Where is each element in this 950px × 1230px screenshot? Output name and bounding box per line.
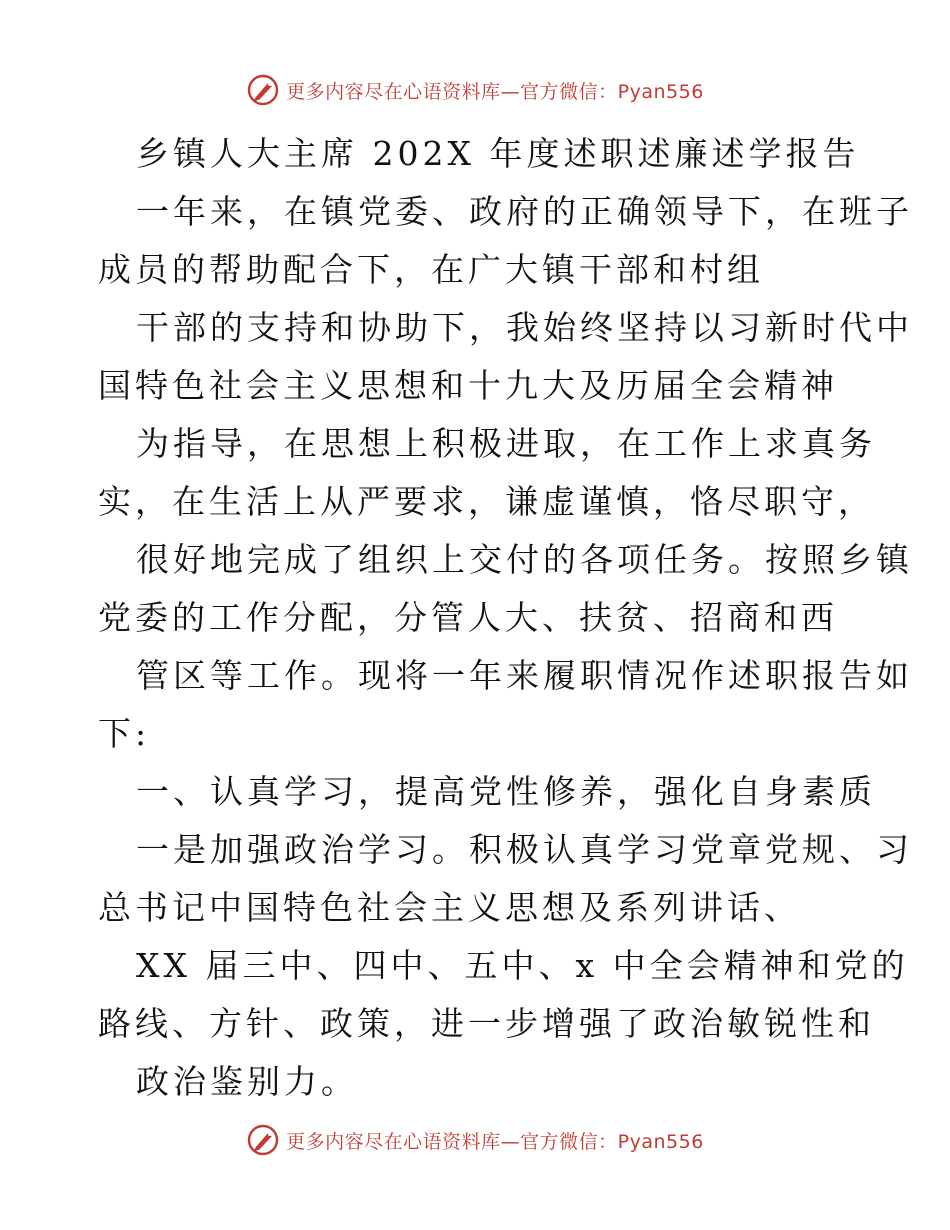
text-line: 路线、方针、政策，进一步增强了政治敏锐性和 <box>98 1004 875 1043</box>
document-title: 乡镇人大主席 202X 年度述职述廉述学报告 <box>136 134 860 173</box>
quill-pen-logo-icon <box>246 73 280 107</box>
text-line: 一是加强政治学习。积极认真学习党章党规、习 <box>136 830 913 869</box>
watermark-text: 更多内容尽在心语资料库—官方微信：Pyan556 <box>286 1130 704 1153</box>
watermark-handle: Pyan556 <box>617 1130 704 1153</box>
text-line: 政治鉴别力。 <box>136 1062 358 1101</box>
header-watermark <box>0 70 950 110</box>
text-line: 国特色社会主义思想和十九大及历届全会精神 <box>98 366 838 405</box>
text-line: 党委的工作分配，分管人大、扶贫、招商和西 <box>98 598 838 637</box>
text-line: XX 届三中、四中、五中、x 中全会精神和党的 <box>136 946 909 985</box>
watermark-handle: Pyan556 <box>617 80 704 103</box>
text-line: 很好地完成了组织上交付的各项任务。按照乡镇 <box>136 540 913 579</box>
text-line: 管区等工作。现将一年来履职情况作述职报告如 <box>136 656 913 695</box>
text-line: 为指导，在思想上积极进取，在工作上求真务 <box>136 424 876 463</box>
text-line: 下: <box>98 714 151 753</box>
text-line: 总书记中国特色社会主义思想及系列讲话、 <box>98 888 801 927</box>
text-line: 干部的支持和协助下，我始终坚持以习新时代中 <box>136 308 913 347</box>
text-line: 成员的帮助配合下，在广大镇干部和村组 <box>98 250 764 289</box>
text-line: 一年来，在镇党委、政府的正确领导下，在班子 <box>136 192 913 231</box>
footer-watermark <box>0 1120 950 1160</box>
document-body <box>98 125 913 1111</box>
quill-pen-logo-icon <box>246 1123 280 1157</box>
watermark-text: 更多内容尽在心语资料库—官方微信：Pyan556 <box>286 80 704 103</box>
text-line: 实，在生活上从严要求，谦虚谨慎，恪尽职守， <box>98 482 875 521</box>
text-line: 一、认真学习，提高党性修养，强化自身素质 <box>136 772 876 811</box>
